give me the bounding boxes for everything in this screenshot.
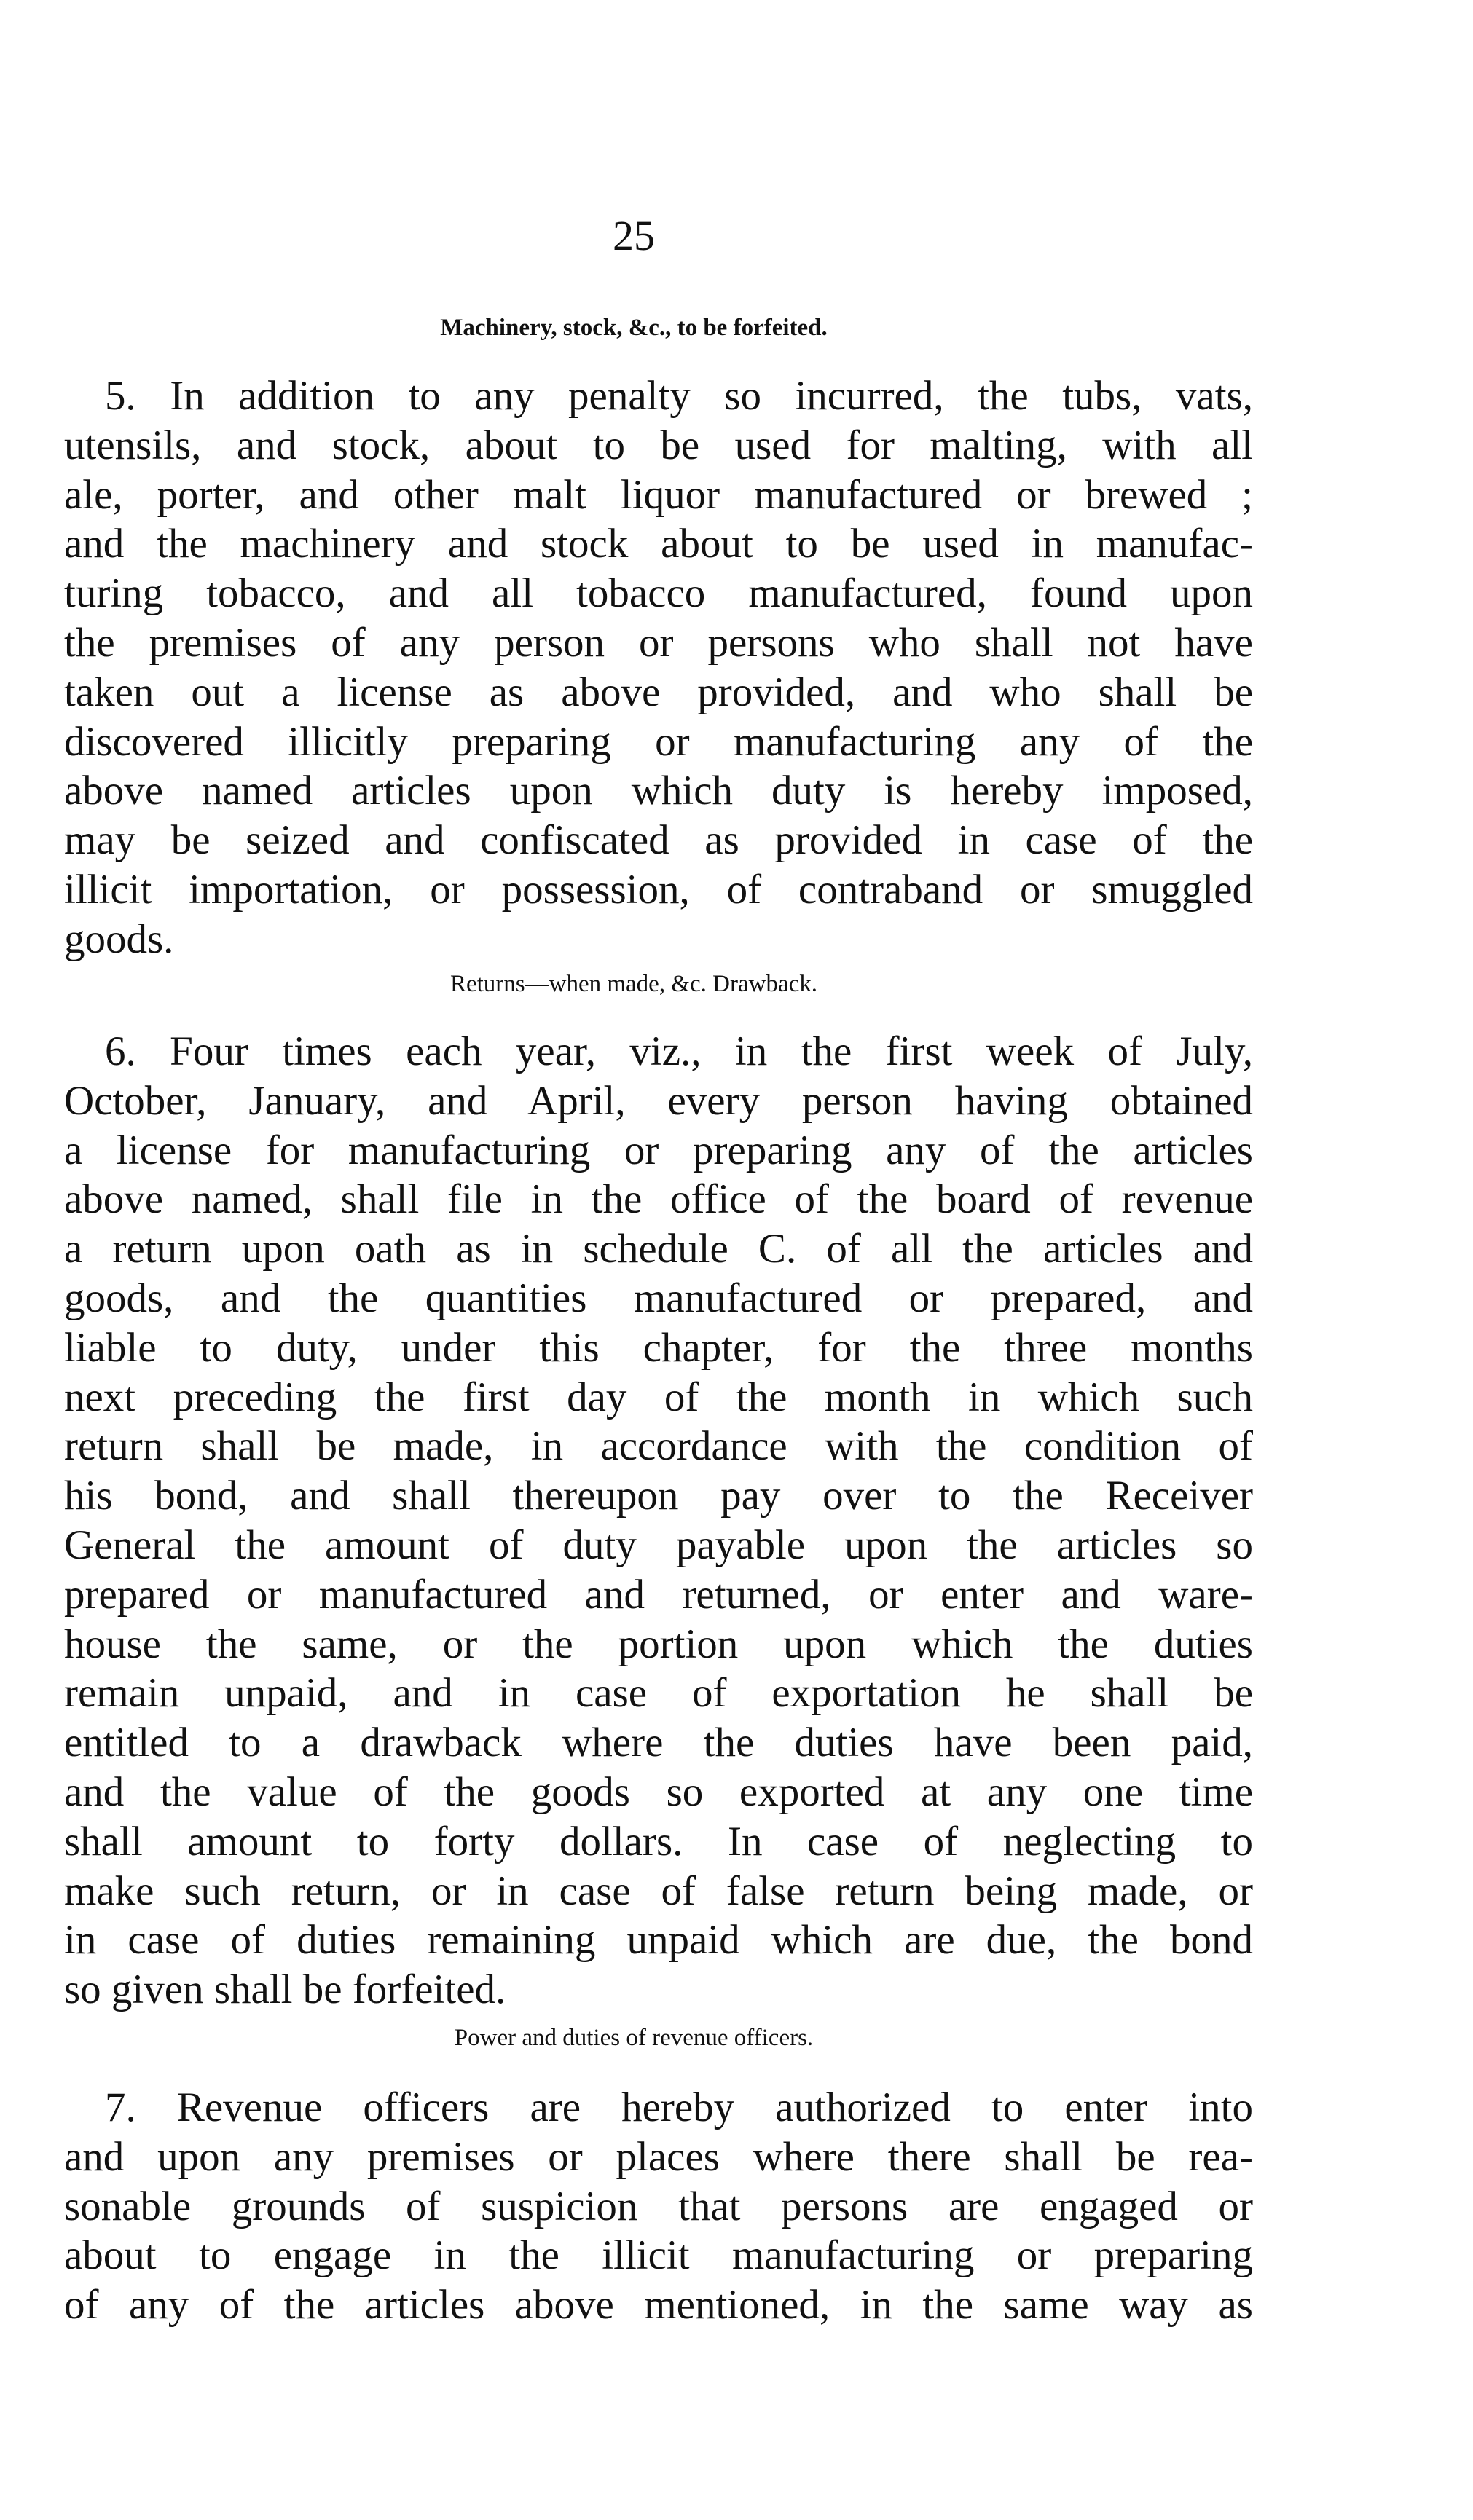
text-line: of any of the articles above mentioned, in the same way as: [64, 2282, 1253, 2328]
text-line: 7. Revenue officers are hereby authorized to enter into: [105, 2084, 1253, 2130]
section-5-heading: Machinery, stock, &c., to be forfeited.: [440, 315, 828, 341]
text-line: turing tobacco, and all tobacco manufactured, found upon: [64, 570, 1253, 617]
text-line: taken out a license as above provided, and who shall be: [64, 669, 1253, 715]
text-line: return shall be made, in accordance with the condition of: [64, 1423, 1253, 1470]
text-line: illicit importation, or possession, of contraband or smuggled: [64, 866, 1253, 913]
section-6-heading: Returns—when made, &c. Drawback.: [449, 971, 817, 997]
text-line: so given shall be forfeited.: [64, 1966, 506, 2013]
text-line: in case of duties remaining unpaid which are due, the bond: [64, 1917, 1253, 1964]
text-line: his bond, and shall thereupon pay over to the Receiver: [64, 1473, 1253, 1519]
text-line: goods, and the quantities manufactured or prepared, and: [64, 1275, 1253, 1321]
text-line: a license for manufacturing or preparing any of the articles: [64, 1127, 1253, 1173]
text-line: discovered illicitly preparing or manufacturing any of the: [64, 718, 1253, 765]
text-line: goods.: [64, 916, 174, 962]
text-line: make such return, or in case of false return being made, or: [64, 1867, 1253, 1914]
text-line: remain unpaid, and in case of exportation he shall be: [64, 1670, 1253, 1717]
text-line: about to engage in the illicit manufacturing or preparing: [64, 2232, 1253, 2279]
text-line: the premises of any person or persons who shall not have: [64, 619, 1253, 666]
text-line: above named articles upon which duty is hereby imposed,: [64, 768, 1253, 814]
text-line: General the amount of duty payable upon the articles so: [64, 1521, 1253, 1568]
section-5-paragraph: [64, 371, 1253, 964]
text-line: shall amount to forty dollars. In case of neglecting to: [64, 1818, 1253, 1865]
text-line: utensils, and stock, about to be used for malting, with all: [64, 422, 1253, 468]
text-line: ale, porter, and other malt liquor manufactured or brewed ;: [64, 471, 1253, 518]
text-line: a return upon oath as in schedule C. of all the articles and: [64, 1226, 1253, 1272]
section-7-heading: Power and duties of revenue officers.: [454, 2025, 814, 2051]
section-6-paragraph: [64, 1027, 1253, 2015]
text-line: may be seized and confiscated as provided in case of the: [64, 817, 1253, 864]
text-line: and the value of the goods so exported at any one time: [64, 1768, 1253, 1815]
text-line: entitled to a drawback where the duties have been paid,: [64, 1720, 1253, 1766]
page-number: 25: [613, 212, 655, 259]
text-line: liable to duty, under this chapter, for the three months: [64, 1324, 1253, 1371]
text-line: next preceding the first day of the month in which such: [64, 1374, 1253, 1420]
text-line: 6. Four times each year, viz., in the first week of July,: [105, 1028, 1253, 1074]
text-line: and the machinery and stock about to be used in manufac-: [64, 521, 1253, 567]
text-line: 5. In addition to any penalty so incurred, the tubs, vats,: [105, 373, 1253, 419]
section-7-paragraph: [64, 2083, 1253, 2330]
text-line: and upon any premises or places where there shall be rea-: [64, 2133, 1253, 2180]
text-line: prepared or manufactured and returned, or enter and ware-: [64, 1571, 1253, 1618]
text-line: house the same, or the portion upon which the duties: [64, 1621, 1253, 1667]
text-line: above named, shall file in the office of the board of revenue: [64, 1176, 1253, 1223]
text-line: sonable grounds of suspicion that persons are engaged or: [64, 2183, 1253, 2229]
text-line: October, January, and April, every person having obtained: [64, 1077, 1253, 1124]
